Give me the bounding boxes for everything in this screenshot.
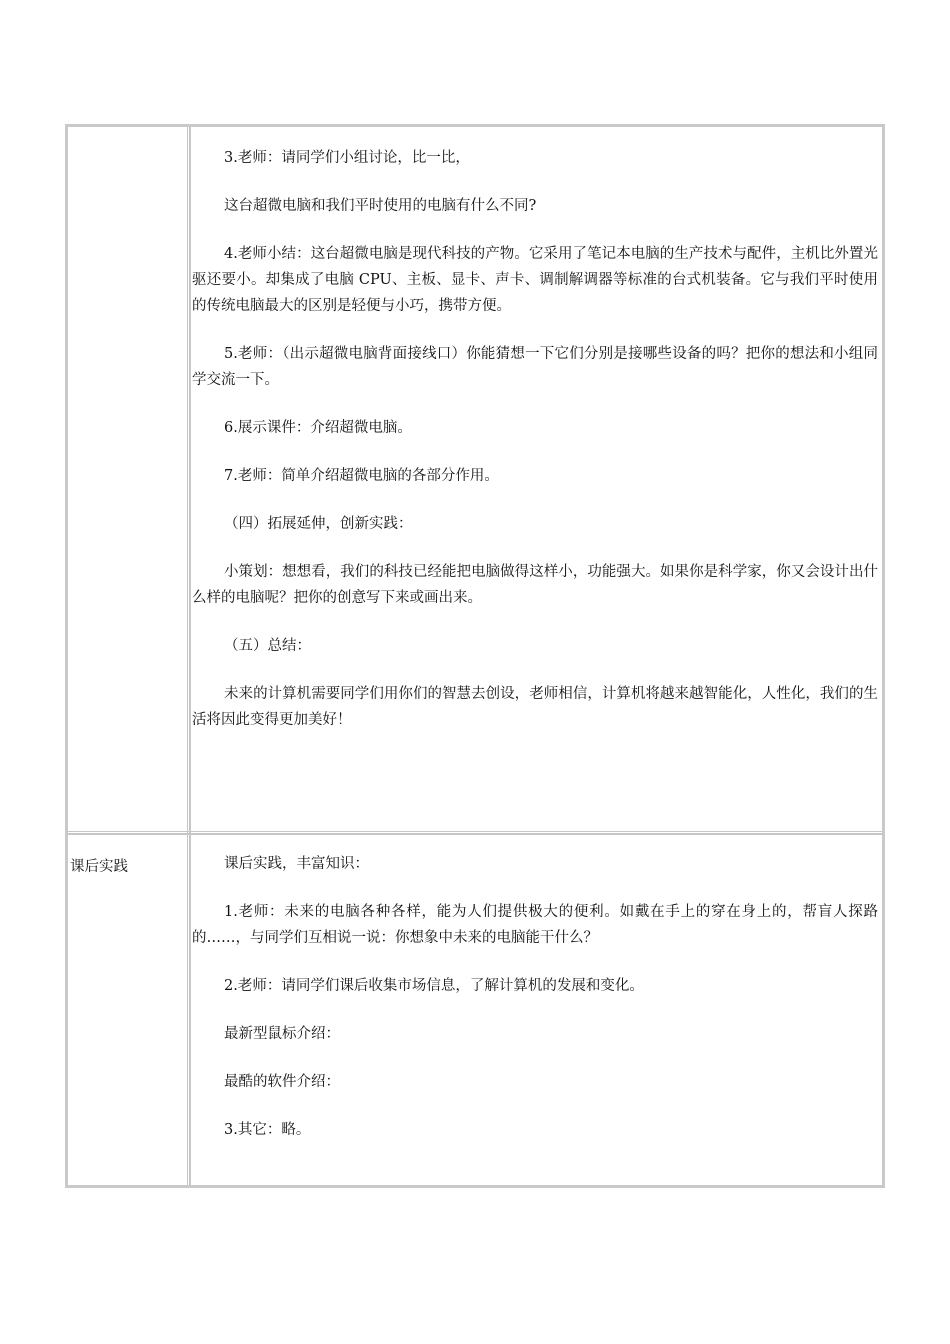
row-content (192, 127, 878, 733)
column-divider (187, 127, 191, 1185)
section-heading: （四）拓展延伸，创新实践： (224, 516, 413, 532)
row-content-cell (192, 835, 878, 1185)
paragraph: 7.老师：简单介绍超微电脑的各部分作用。 (224, 468, 499, 484)
paragraph: 课后实践，丰富知识： (224, 856, 369, 872)
section-heading: （五）总结： (224, 638, 311, 654)
row-label-cell (68, 127, 187, 835)
paragraph: 3.老师：请同学们小组讨论，比一比， (224, 150, 470, 166)
row-content-cell (192, 127, 878, 835)
row-label-cell (68, 835, 187, 1185)
paragraph: 3.其它：略。 (224, 1122, 311, 1138)
paragraph: 最新型鼠标介绍： (224, 1026, 340, 1042)
row-label: 课后实践 (70, 859, 128, 875)
paragraph: 4.老师小结：这台超微电脑是现代科技的产物。它采用了笔记本电脑的生产技术与配件，主机比外置光驱还要小。却集成了电脑 CPU、主板、显卡、声卡、调制解调器等标准的台式机装备。它与我们平时使用的传统电脑最大的区别是轻便与小巧，携带方便。 (192, 246, 878, 314)
paragraph: 2.老师：请同学们课后收集市场信息，了解计算机的发展和变化。 (224, 978, 644, 994)
paragraph: 这台超微电脑和我们平时使用的电脑有什么不同? (224, 198, 537, 214)
row-content (192, 835, 878, 1143)
paragraph: 小策划：想想看，我们的科技已经能把电脑做得这样小，功能强大。如果你是科学家，你又会设计出什么样的电脑呢？把你的创意写下来或画出来。 (192, 564, 878, 606)
paragraph: 1.老师：未来的电脑各种各样，能为人们提供极大的便利。如戴在手上的穿在身上的，帮盲人探路的……，与同学们互相说一说：你想象中未来的电脑能干什么？ (192, 904, 878, 946)
lesson-table (65, 124, 885, 1188)
paragraph: 未来的计算机需要同学们用你们的智慧去创设，老师相信，计算机将越来越智能化，人性化，我们的生活将因此变得更加美好！ (192, 686, 878, 728)
paragraph: 5.老师：（出示超微电脑背面接线口）你能猜想一下它们分别是接哪些设备的吗？把你的想法和小组同学交流一下。 (192, 346, 878, 388)
paragraph: 最酷的软件介绍： (224, 1074, 340, 1090)
paragraph: 6.展示课件：介绍超微电脑。 (224, 420, 412, 436)
